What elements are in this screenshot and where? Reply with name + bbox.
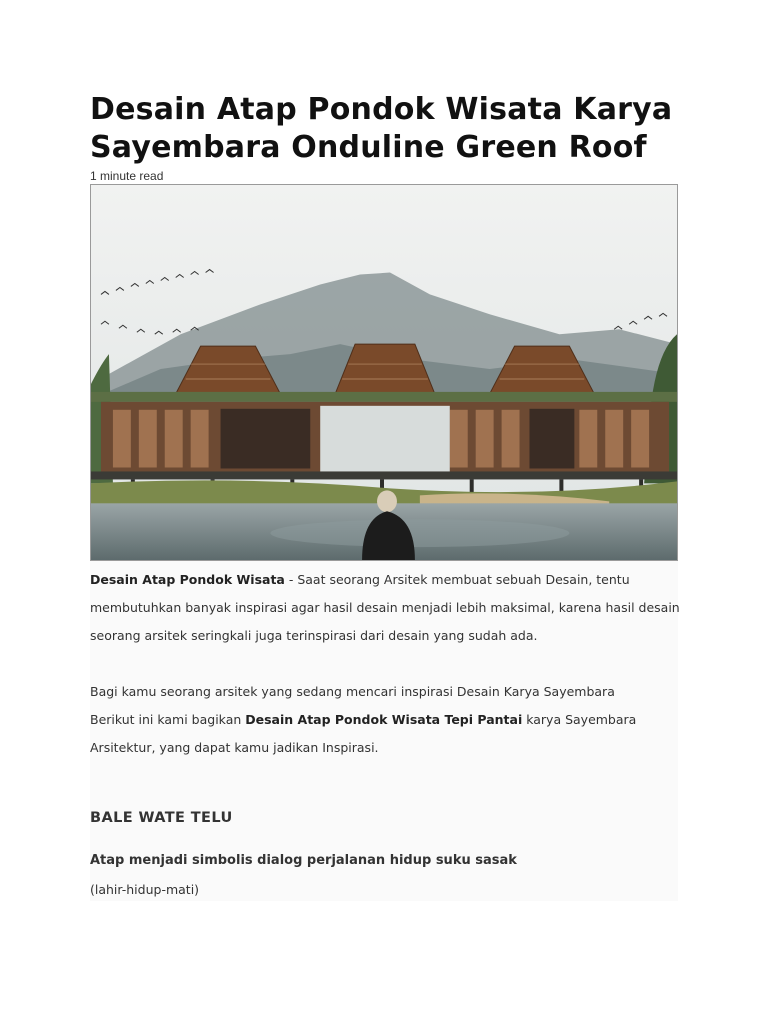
read-time: 1 minute read <box>90 169 164 183</box>
intro-lead-bold: Desain Atap Pondok Wisata <box>90 572 285 587</box>
second-paragraph-prefix: Berikut ini kami bagikan <box>90 712 246 727</box>
hero-image <box>90 184 678 561</box>
second-paragraph-suffix: karya Sayembara Arsitektur, yang dapat kamu jadikan Inspirasi. <box>90 712 637 755</box>
second-paragraph-line-1: Bagi kamu seorang arsitek yang sedang mencari inspirasi Desain Karya Sayembara <box>90 684 615 699</box>
section-heading: BALE WATE TELU <box>90 810 233 826</box>
article-title: Desain Atap Pondok Wisata Karya Sayembara Onduline Green Roof <box>90 92 673 165</box>
intro-paragraph <box>90 566 680 650</box>
second-paragraph-bold: Desain Atap Pondok Wisata Tepi Pantai <box>245 712 523 727</box>
architecture-render-illustration <box>91 185 677 560</box>
second-paragraph <box>90 678 680 762</box>
section-subheading: Atap menjadi simbolis dialog perjalanan hidup suku sasak <box>90 853 517 868</box>
intro-text: - Saat seorang Arsitek membuat sebuah Desain, tentu membutuhkan banyak inspirasi agar hasil desain menjadi lebih maksimal, karena hasil desain seorang arsitek seringkali juga terinspirasi dari desain yang sudah ada. <box>90 572 680 643</box>
section-caption: (lahir-hidup-mati) <box>90 882 200 897</box>
